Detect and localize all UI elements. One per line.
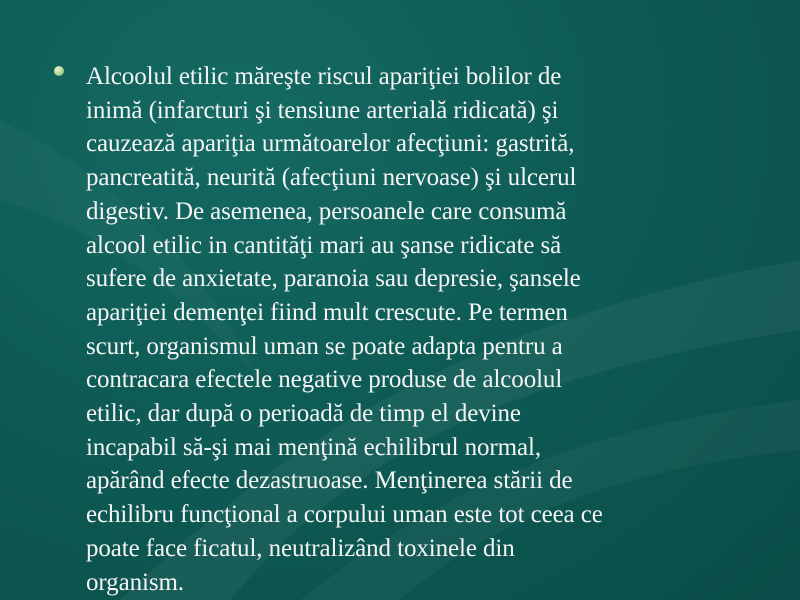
bullet-item: [52, 60, 752, 599]
text-line: organism.: [86, 568, 184, 596]
text-line: apariţiei demenţei fiind mult crescute. Pe termen: [86, 298, 568, 326]
text-line: sufere de anxietate, paranoia sau depresie, şansele: [86, 265, 581, 293]
text-line: inimă (infarcturi şi tensiune arterială ridicată) şi: [86, 96, 559, 124]
bullet-dot-icon: [54, 66, 64, 76]
slide-content: [52, 60, 752, 599]
text-line: poate face ficatul, neutralizând toxinele din: [86, 534, 515, 562]
text-line: etilic, dar după o perioadă de timp el devine: [86, 400, 521, 428]
text-line: cauzează apariţia următoarelor afecţiuni: gastrită,: [86, 130, 575, 158]
text-line: incapabil să-şi mai menţină echilibrul normal,: [86, 433, 541, 461]
bullet-text: [86, 60, 752, 599]
text-line: apărând efecte dezastruoase. Menţinerea stării de: [86, 467, 573, 495]
text-line: pancreatită, neurită (afecţiuni nervoase) şi ulcerul: [86, 164, 577, 192]
text-line: echilibru funcţional a corpului uman este tot ceea ce: [86, 501, 603, 529]
text-line: digestiv. De asemenea, persoanele care consumă: [86, 197, 567, 225]
text-line: scurt, organismul uman se poate adapta pentru a: [86, 332, 563, 360]
text-line: Alcoolul etilic măreşte riscul apariţiei bolilor de: [86, 63, 562, 90]
text-line: contracara efectele negative produse de alcoolul: [86, 366, 563, 394]
text-line: alcool etilic in cantităţi mari au şanse ridicate să: [86, 231, 562, 259]
